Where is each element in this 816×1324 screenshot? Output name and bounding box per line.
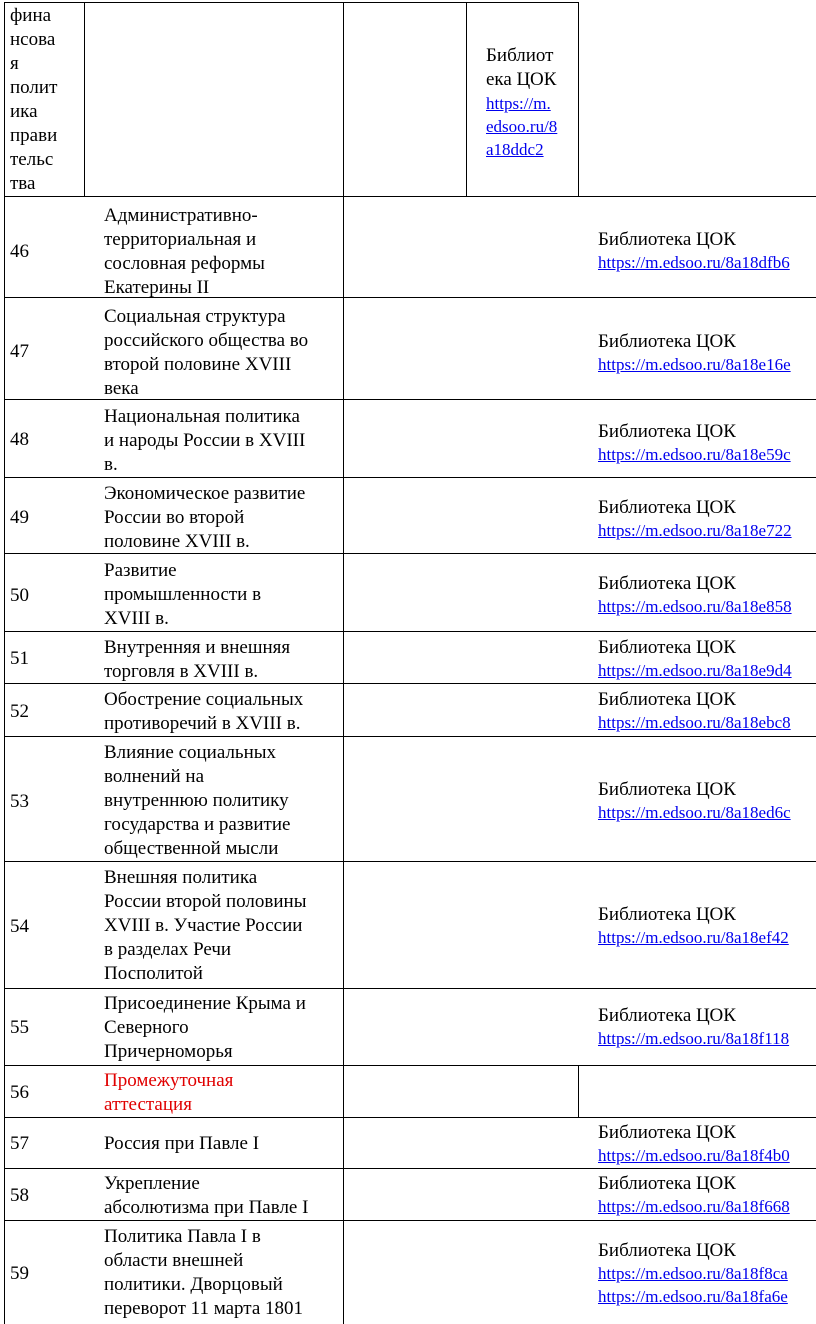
- grid-line: [4, 988, 816, 989]
- row-topic: Обострение социальных противоречий в XVIII в.: [104, 689, 304, 734]
- library-link[interactable]: a18ddc2: [486, 140, 544, 159]
- row-library: [598, 1121, 790, 1167]
- library-link[interactable]: https://m.edsoo.ru/8a18ed6c: [598, 803, 791, 822]
- library-label: Библиотека ЦОК: [598, 229, 736, 250]
- row-number: 53: [10, 791, 29, 812]
- library-link[interactable]: https://m.edsoo.ru/8a18e16e: [598, 355, 791, 374]
- grid-line: [466, 2, 467, 196]
- row-number: 46: [10, 241, 29, 262]
- row-number: 51: [10, 648, 29, 669]
- library-link[interactable]: https://m.edsoo.ru/8a18f118: [598, 1029, 790, 1048]
- row-library: [598, 636, 792, 682]
- library-link[interactable]: https://m.: [486, 94, 551, 113]
- row-number: 55: [10, 1017, 29, 1038]
- row-number: 47: [10, 341, 29, 362]
- top-row-library: Библиот ека ЦОК https://m. edsoo.ru/8 a18ddc2: [486, 45, 558, 159]
- library-link[interactable]: https://m.edsoo.ru/8a18e9d4: [598, 661, 792, 680]
- library-label: Библиотека ЦОК: [598, 331, 736, 352]
- library-label: Библиотека ЦОК: [598, 1005, 736, 1026]
- row-topic: Укрепление абсолютизма при Павле I: [104, 1173, 309, 1218]
- grid-line: [4, 2, 5, 1324]
- library-label: Библиотека ЦОК: [598, 904, 736, 925]
- row-library: [598, 903, 789, 949]
- row-topic: Административно- территориальная и сословная реформы Екатерины II: [104, 205, 265, 298]
- top-row-topic: фина нсова я полит ика прави тельс тва: [10, 5, 58, 194]
- library-label: Библиотека ЦОК: [598, 1173, 736, 1194]
- row-library: [598, 1172, 790, 1218]
- library-label: Библиотека ЦОК: [598, 779, 736, 800]
- grid-line: [343, 2, 344, 1324]
- row-number: 50: [10, 585, 29, 606]
- library-link[interactable]: https://m.edsoo.ru/8a18f4b0: [598, 1146, 790, 1165]
- library-link[interactable]: https://m.edsoo.ru/8a18f668: [598, 1197, 790, 1216]
- row-topic: Политика Павла I в области внешней политики. Дворцовый переворот 11 марта 1801: [104, 1226, 304, 1319]
- row-topic: Внутренняя и внешняя торговля в XVIII в.: [104, 637, 291, 682]
- row-library: [598, 1239, 788, 1308]
- row-topic: Внешняя политика России второй половины XVIII в. Участие России в разделах Речи Посполитой: [104, 867, 307, 984]
- row-number: 49: [10, 507, 29, 528]
- row-topic: Экономическое развитие России во второй половине XVIII в.: [104, 483, 306, 552]
- row-library: [598, 330, 791, 376]
- row-number: 52: [10, 701, 29, 722]
- row-library: [598, 1004, 789, 1050]
- grid-line: [4, 1117, 816, 1118]
- library-link[interactable]: edsoo.ru/8: [486, 117, 558, 136]
- row-library: [598, 420, 791, 466]
- grid-line: [4, 631, 816, 632]
- library-link[interactable]: https://m.edsoo.ru/8a18ef42: [598, 928, 789, 947]
- row-topic: Влияние социальных волнений на внутреннюю политику государства и развитие общественной мысли: [104, 742, 291, 859]
- row-number: 48: [10, 429, 29, 450]
- grid-line: [4, 736, 816, 737]
- row-topic: Россия при Павле I: [104, 1133, 260, 1154]
- library-link[interactable]: https://m.edsoo.ru/8a18ebc8: [598, 713, 791, 732]
- library-label: Библиотека ЦОК: [598, 637, 736, 658]
- library-label: Библиотека ЦОК: [598, 573, 736, 594]
- row-number: 56: [10, 1082, 29, 1103]
- grid-line: [4, 861, 816, 862]
- grid-line: [4, 1220, 816, 1221]
- library-link[interactable]: https://m.edsoo.ru/8a18e722: [598, 521, 792, 540]
- library-link[interactable]: https://m.edsoo.ru/8a18e858: [598, 597, 792, 616]
- library-label: Библиотека ЦОК: [598, 1240, 736, 1261]
- library-label: Библиотека ЦОК: [598, 497, 736, 518]
- row-topic: Присоединение Крыма и Северного Причерноморья: [104, 993, 306, 1062]
- row-library: [598, 228, 790, 274]
- grid-line: [4, 196, 816, 197]
- grid-line: [84, 2, 85, 196]
- library-link[interactable]: https://m.edsoo.ru/8a18e59c: [598, 445, 791, 464]
- library-link[interactable]: https://m.edsoo.ru/8a18f8ca: [598, 1264, 788, 1283]
- grid-line: [4, 2, 578, 3]
- grid-line: [4, 1168, 816, 1169]
- grid-line: [578, 2, 579, 196]
- row-topic: Социальная структура российского общества во второй половине XVIII века: [104, 306, 309, 399]
- row-topic: Промежуточная аттестация: [104, 1070, 234, 1115]
- row-number: 59: [10, 1263, 29, 1284]
- library-label: Библиотека ЦОК: [598, 1122, 736, 1143]
- row-number: 54: [10, 916, 29, 937]
- row-number: 57: [10, 1133, 29, 1154]
- library-label: Библиотека ЦОК: [598, 421, 736, 442]
- row-topic: Развитие промышленности в XVIII в.: [104, 560, 262, 629]
- row-number: 58: [10, 1185, 29, 1206]
- library-link[interactable]: https://m.edsoo.ru/8a18fa6e: [598, 1287, 788, 1306]
- row-library: [598, 778, 791, 824]
- grid-line: [578, 1065, 579, 1117]
- row-library: [598, 496, 792, 542]
- library-link[interactable]: https://m.edsoo.ru/8a18dfb6: [598, 253, 790, 272]
- row-topic: Национальная политика и народы России в XVIII в.: [104, 406, 306, 475]
- grid-line: [4, 477, 816, 478]
- row-library: [598, 688, 791, 734]
- row-library: [598, 572, 792, 618]
- grid-line: [4, 1065, 816, 1066]
- library-label: Библиотека ЦОК: [598, 689, 736, 710]
